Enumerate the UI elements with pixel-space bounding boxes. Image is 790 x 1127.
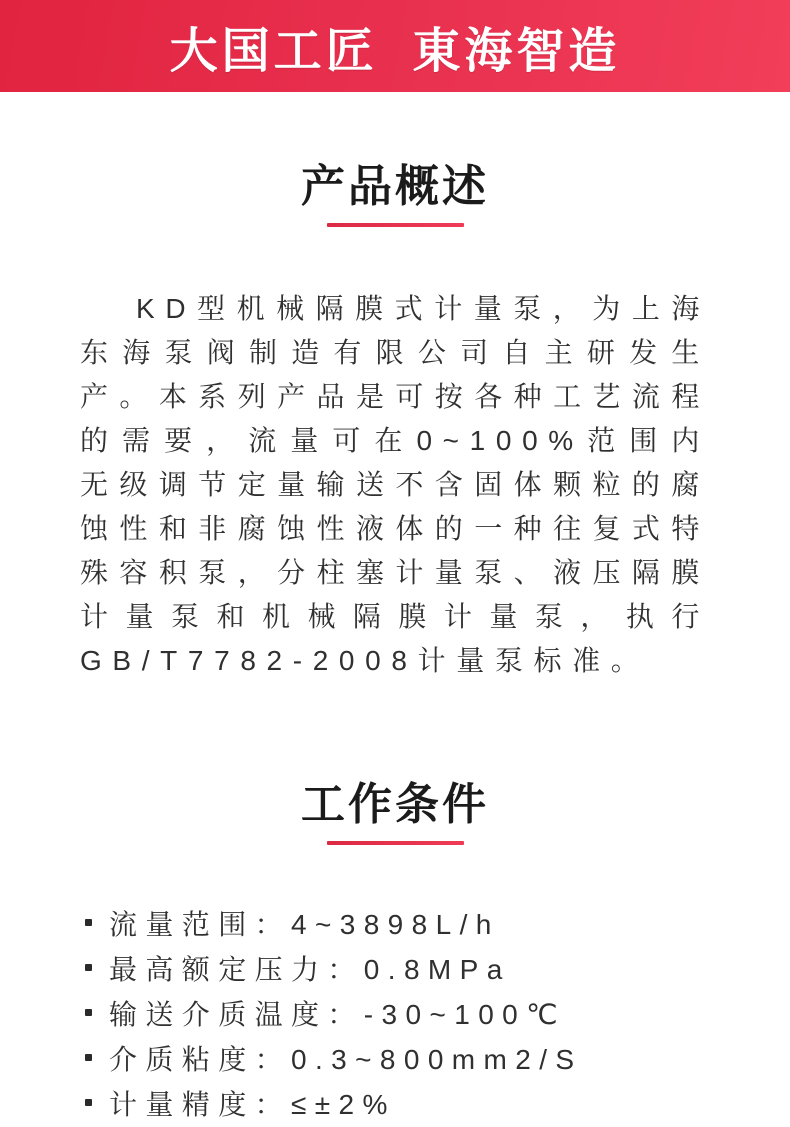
bullet-dot-icon bbox=[85, 919, 92, 926]
spec-text: 输送介质温度：-30~100℃ bbox=[109, 998, 566, 1030]
overview-section-title: 产品概述 bbox=[301, 162, 489, 211]
spec-text: 最高额定压力：0.8MPa bbox=[109, 953, 511, 985]
header-banner bbox=[0, 0, 790, 92]
conditions-title-underline bbox=[327, 841, 464, 845]
banner-title: 大国工匠 東海智造 bbox=[169, 24, 621, 78]
spec-item-medium-temperature bbox=[80, 990, 710, 1035]
spec-item-metering-accuracy bbox=[80, 1080, 710, 1125]
bullet-dot-icon bbox=[85, 1054, 92, 1061]
overview-title-underline bbox=[327, 223, 464, 227]
conditions-section-title: 工作条件 bbox=[301, 780, 489, 829]
overview-paragraph: KD型机械隔膜式计量泵，为上海东海泵阀制造有限公司自主研发生产。本系列产品是可按各种工艺流程的需要，流量可在0~100%范围内无级调节定量输送不含固体颗粒的腐蚀性和非腐蚀性液体的一种往复式特殊容积泵，分柱塞计量泵、液压隔膜计量泵和机械隔膜计量泵，执行GB/T7782-2008计量泵标准。 bbox=[80, 293, 710, 676]
bullet-dot-icon bbox=[85, 964, 92, 971]
section-working-conditions bbox=[0, 780, 790, 1125]
spec-text: 计量精度：≤±2% bbox=[109, 1088, 396, 1120]
spec-list bbox=[80, 900, 710, 1125]
spec-text: 流量范围：4~3898L/h bbox=[109, 908, 500, 940]
spec-item-flow-range bbox=[80, 900, 710, 945]
bullet-dot-icon bbox=[85, 1009, 92, 1016]
spec-item-medium-viscosity bbox=[80, 1035, 710, 1080]
spec-text: 介质粘度：0.3~800mm2/S bbox=[109, 1043, 583, 1075]
bullet-dot-icon bbox=[85, 1099, 92, 1106]
spec-item-max-pressure bbox=[80, 945, 710, 990]
section-product-overview bbox=[0, 162, 790, 683]
